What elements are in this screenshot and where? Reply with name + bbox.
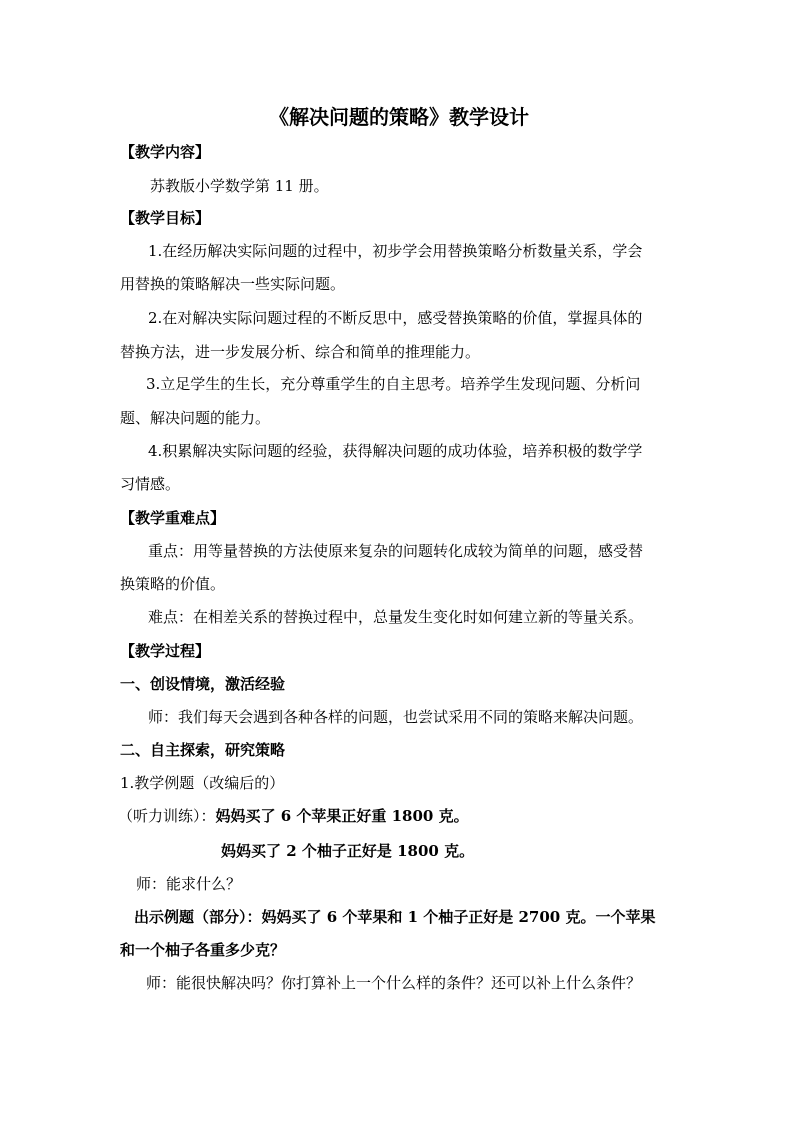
heading-process: 【教学过程】: [120, 642, 211, 660]
goal-2-line-1: 2.在对解决实际问题过程的不断反思中，感受替换策略的价值，掌握具体的: [148, 309, 643, 327]
content-text: 苏教版小学数学第 11 册。: [150, 177, 329, 195]
step-2-heading: 二、自主探索，研究策略: [120, 741, 286, 759]
heading-goals: 【教学目标】: [120, 209, 211, 227]
goal-3-line-2: 题、解决问题的能力。: [120, 409, 271, 427]
listening-prefix: （听力训练）：: [118, 807, 216, 825]
heading-content: 【教学内容】: [120, 143, 211, 161]
difficult-point: 难点：在相差关系的替换过程中，总量发生变化时如何建立新的等量关系。: [148, 608, 644, 626]
goal-4-line-2: 习情感。: [120, 475, 181, 493]
goal-4-line-1: 4.积累解决实际问题的经验，获得解决问题的成功体验，培养积极的数学学: [148, 442, 643, 460]
listening-sentence-2: 妈妈买了 2 个柚子正好是 1800 克。: [221, 842, 475, 860]
show-example-line-1: 出示例题（部分）：妈妈买了 6 个苹果和 1 个柚子正好是 2700 克。一个苹果: [134, 908, 656, 926]
document-title: 《解决问题的策略》教学设计: [269, 105, 529, 129]
step-1-heading: 一、创设情境，激活经验: [120, 675, 286, 693]
teacher-question-1: 师：能求什么？: [136, 875, 242, 893]
heading-keypoints: 【教学重难点】: [120, 509, 226, 527]
show-example-line-2: 和一个柚子各重多少克？: [120, 941, 286, 959]
listening-sentence-1: 妈妈买了 6 个苹果正好重 1800 克。: [215, 807, 469, 825]
teacher-question-2: 师：能很快解决吗？你打算补上一个什么样的条件？还可以补上什么条件？: [146, 974, 642, 992]
goal-1-line-2: 用替换的策略解决一些实际问题。: [120, 275, 346, 293]
goal-3-line-1: 3.立足学生的生长，充分尊重学生的自主思考。培养学生发现问题、分析问: [146, 375, 641, 393]
goal-2-line-2: 替换方法，进一步发展分析、综合和简单的推理能力。: [120, 343, 481, 361]
key-point-line-2: 换策略的价值。: [120, 575, 226, 593]
listening-line-1: [118, 806, 469, 826]
key-point-line-1: 重点：用等量替换的方法使原来复杂的问题转化成较为简单的问题，感受替: [148, 542, 644, 560]
example-label: 1.教学例题（改编后的）: [120, 774, 285, 792]
step-1-text: 师：我们每天会遇到各种各样的问题，也尝试采用不同的策略来解决问题。: [148, 708, 644, 726]
goal-1-line-1: 1.在经历解决实际问题的过程中，初步学会用替换策略分析数量关系，学会: [148, 242, 643, 260]
